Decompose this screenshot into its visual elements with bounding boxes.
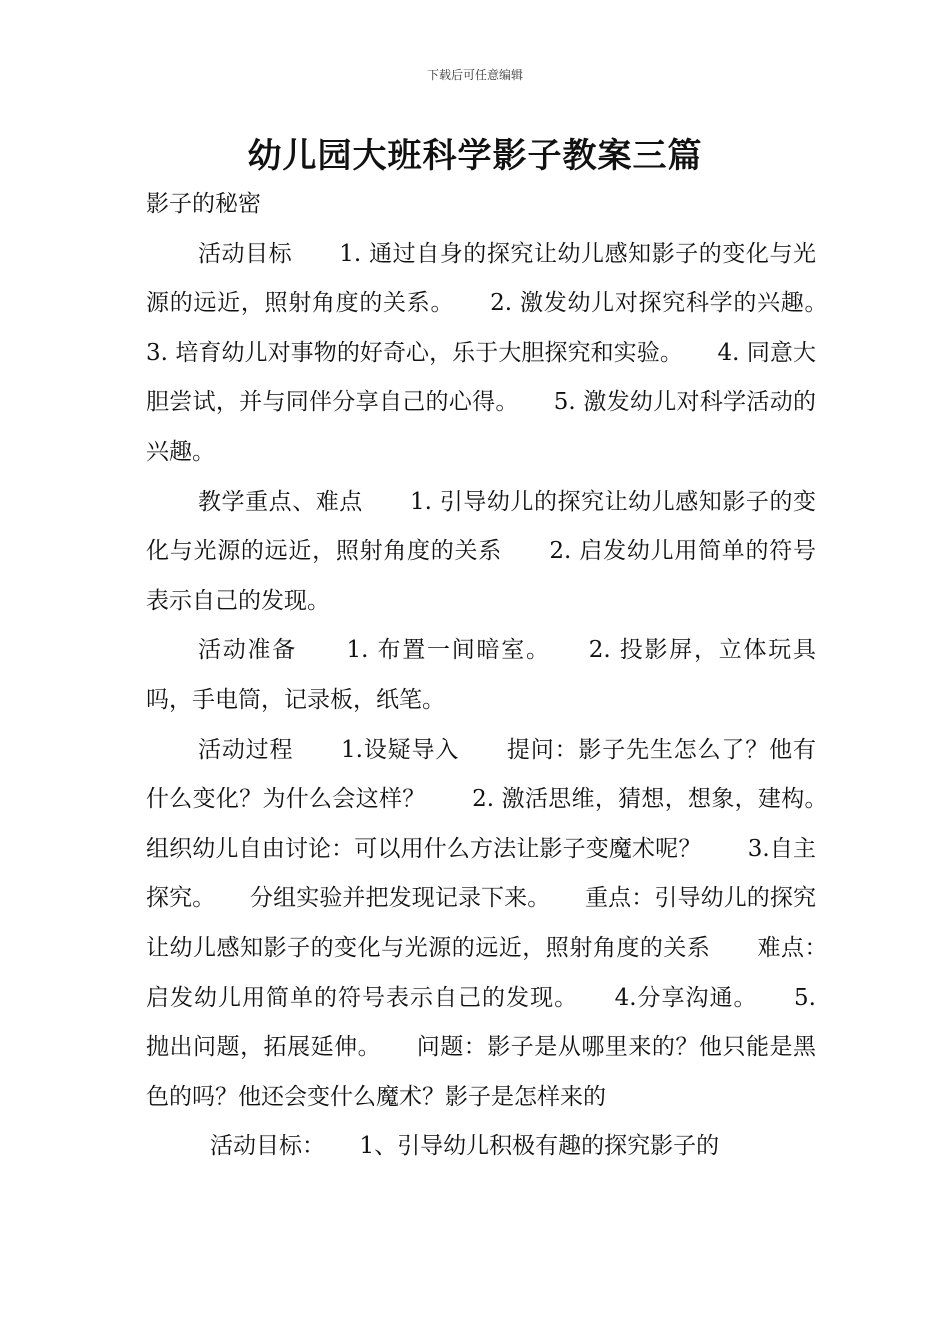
paragraph-activity-goals-2: 活动目标： 1、引导幼儿积极有趣的探究影子的 [210, 1133, 720, 1160]
document-title: 幼儿园大班科学影子教案三篇 [247, 136, 703, 176]
document-body [146, 180, 862, 1172]
section-subtitle: 影子的秘密 [146, 191, 261, 217]
paragraph-activity-goals: 活动目标 1. 通过自身的探究让幼儿感知影子的变化与光源的远近，照射角度的关系。 2. 激发幼儿对探究科学的兴趣。 3. 培育幼儿对事物的好奇心，乐于大胆探究和实验。 4. 同意大胆尝试，并与同伴分享自己的心得。 5. 激发幼儿对科学活动的兴趣。 [146, 240, 862, 465]
paragraph-process: 活动过程 1.设疑导入 提问：影子先生怎么了？他有什么变化？为什么会这样？ 2. 激活思维，猜想，想象，建构。 组织幼儿自由讨论：可以用什么方法让影子变魔术呢？ 3.自主探究。 分组实验并把发现记录下来。 重点：引导幼儿的探究让幼儿感知影子的变化与光源的远近，照射角度的关系 难点： 启发幼儿用简单的符号表示自己的发现。 4.分享沟通。 5. 抛出问题，拓展延伸。 问题：影子是从哪里来的？他只能是黑色的吗？他还会变什么魔术？影子是怎样来的 [146, 736, 862, 1110]
page-header-note: 下载后可任意编辑 [426, 68, 523, 82]
paragraph-preparation: 活动准备 1. 布置一间暗室。 2. 投影屏，立体玩具吗，手电筒，记录板，纸笔。 [146, 637, 816, 713]
paragraph-key-points: 教学重点、难点 1. 引导幼儿的探究让幼儿感知影子的变化与光源的远近，照射角度的关系 2. 启发幼儿用简单的符号表示自己的发现。 [146, 488, 816, 614]
